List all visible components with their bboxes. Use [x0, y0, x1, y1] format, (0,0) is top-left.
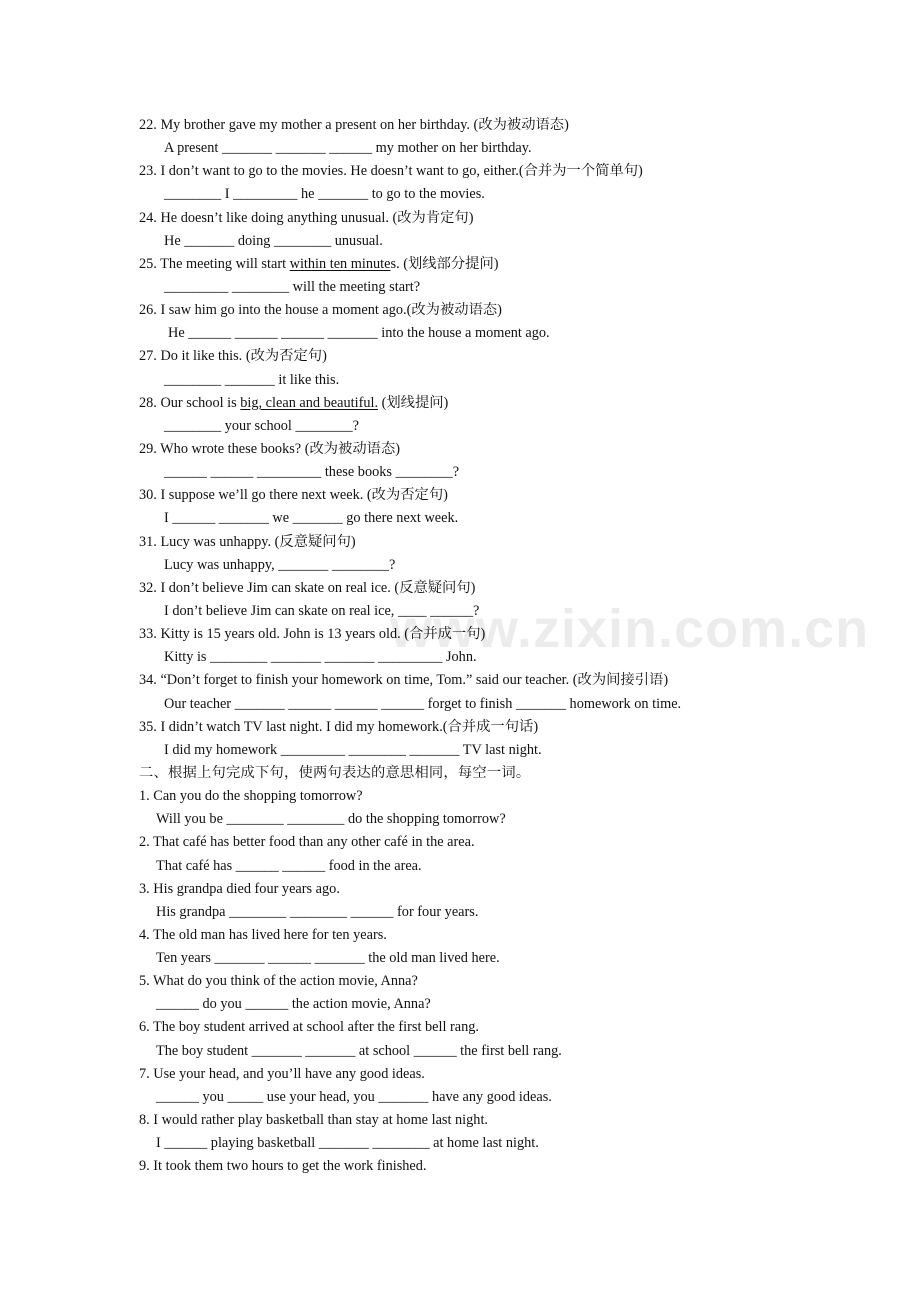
question-28-text: 28. Our school is — [139, 394, 241, 411]
exercise-1-answer: Will you be ________ ________ do the shopping tomorrow? — [156, 811, 506, 828]
question-33: 33. Kitty is 15 years old. John is 13 years old. (合并成一句) — [139, 626, 486, 643]
question-23: 23. I don’t want to go to the movies. He doesn’t want to go, either.(合并为一个简单句) — [139, 163, 643, 180]
underlined-phrase: within ten minute — [289, 255, 391, 272]
answer-line-27: ________ _______ it like this. — [164, 371, 340, 388]
answer-line-26: He ______ ______ ______ _______ into the house a moment ago. — [168, 325, 550, 342]
answer-line-33: Kitty is ________ _______ _______ _________ John. — [164, 649, 477, 666]
exercise-7-answer: ______ you _____ use your head, you _______ have any good ideas. — [156, 1088, 552, 1105]
answer-line-32: I don’t believe Jim can skate on real ice, ____ ______? — [164, 602, 480, 619]
section-2-heading: 二、根据上句完成下句，使两句表达的意思相同，每空一词。 — [139, 764, 531, 781]
question-30: 30. I suppose we’ll go there next week. (改为否定句) — [139, 487, 448, 504]
answer-line-24: He _______ doing ________ unusual. — [164, 232, 383, 249]
exercise-6: 6. The boy student arrived at school after the first bell rang. — [139, 1019, 479, 1036]
answer-line-31: Lucy was unhappy, _______ ________? — [164, 556, 396, 573]
exercise-7: 7. Use your head, and you’ll have any good ideas. — [139, 1065, 425, 1082]
answer-line-34: Our teacher _______ ______ ______ ______ forget to finish _______ homework on time. — [164, 695, 682, 712]
answer-line-30: I ______ _______ we _______ go there next week. — [164, 510, 459, 527]
answer-line-35: I did my homework _________ ________ _______ TV last night. — [164, 741, 542, 758]
worksheet-body — [139, 114, 839, 1178]
exercise-9: 9. It took them two hours to get the work finished. — [139, 1158, 427, 1175]
exercise-5: 5. What do you think of the action movie, Anna? — [139, 973, 418, 990]
question-28 — [139, 392, 839, 415]
answer-line-28: ________ your school ________? — [164, 417, 359, 434]
question-22: 22. My brother gave my mother a present on her birthday. (改为被动语态) — [139, 117, 569, 133]
question-26: 26. I saw him go into the house a moment ago.(改为被动语态) — [139, 302, 502, 319]
exercise-6-answer: The boy student _______ _______ at school ______ the first bell rang. — [156, 1042, 562, 1059]
question-29: 29. Who wrote these books? (改为被动语态) — [139, 440, 401, 457]
question-34: 34. “Don’t forget to finish your homework on time, Tom.” said our teacher. (改为间接引语) — [139, 672, 669, 689]
question-31: 31. Lucy was unhappy. (反意疑问句) — [139, 533, 356, 550]
answer-line-29: ______ ______ _________ these books ________? — [164, 464, 460, 481]
question-32: 32. I don’t believe Jim can skate on real ice. (反意疑问句) — [139, 579, 476, 596]
question-27: 27. Do it like this. (改为否定句) — [139, 348, 327, 365]
exercise-3: 3. His grandpa died four years ago. — [139, 880, 340, 897]
exercise-3-answer: His grandpa ________ ________ ______ for four years. — [156, 903, 479, 920]
exercise-5-answer: ______ do you ______ the action movie, Anna? — [156, 996, 431, 1013]
question-25-instruction: s. (划线部分提问) — [390, 255, 499, 272]
question-25-text: 25. The meeting will start — [139, 255, 290, 272]
exercise-8: 8. I would rather play basketball than stay at home last night. — [139, 1112, 488, 1129]
answer-line-22: A present _______ _______ ______ my mother on her birthday. — [164, 140, 532, 157]
answer-line-25: _________ ________ will the meeting start? — [164, 278, 421, 295]
watermark: www.zixin.com.cn — [390, 599, 870, 659]
question-35: 35. I didn’t watch TV last night. I did my homework.(合并成一句话) — [139, 718, 539, 735]
question-25 — [139, 253, 839, 276]
underlined-phrase: big, clean and beautiful. — [240, 394, 379, 411]
answer-line-23: ________ I _________ he _______ to go to the movies. — [164, 186, 485, 203]
exercise-8-answer: I ______ playing basketball _______ ________ at home last night. — [156, 1135, 539, 1152]
question-28-instruction: (划线提问) — [378, 394, 449, 411]
exercise-2-answer: That café has ______ ______ food in the area. — [156, 857, 422, 874]
exercise-4: 4. The old man has lived here for ten years. — [139, 926, 387, 943]
exercise-4-answer: Ten years _______ ______ _______ the old man lived here. — [156, 950, 500, 967]
question-24: 24. He doesn’t like doing anything unusual. (改为肯定句) — [139, 209, 474, 226]
exercise-2: 2. That café has better food than any other café in the area. — [139, 834, 475, 851]
exercise-1: 1. Can you do the shopping tomorrow? — [139, 788, 363, 805]
